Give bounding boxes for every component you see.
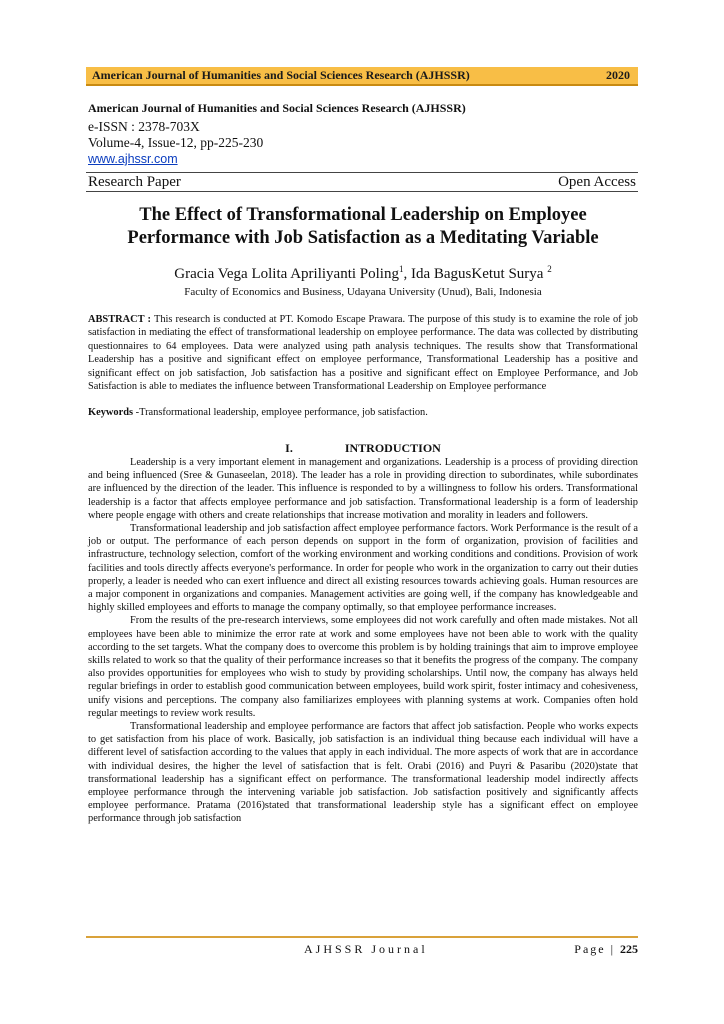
journal-name: American Journal of Humanities and Social Sciences Research (AJHSSR) — [88, 101, 466, 115]
paper-type-row — [86, 172, 638, 192]
author-1-affiliation-mark: 1 — [398, 264, 404, 274]
authors — [88, 264, 638, 283]
paper-type: Research Paper — [88, 173, 181, 190]
affiliation: Faculty of Economics and Business, Udayana University (Unud), Bali, Indonesia — [184, 286, 542, 298]
introduction-body — [88, 456, 638, 826]
footer-journal: AJHSSR Journal — [304, 942, 428, 956]
page-footer — [86, 942, 638, 957]
section-heading — [88, 441, 638, 456]
paragraph: Transformational leadership and employee performance are factors that affect job satisfaction. People who works expects to get satisfaction from his place of work. Basically, job satisfaction is an individual thing because each individual will have a different level of satisfaction according to the values that apply in each individual. The more aspects of work that are in accordance with individual desires, the higher the level of satisfaction that is felt. Orabi (2016) and Puyri & Pasaribu (2020)state that transformational leadership has a significant effect on performance. The transformational leadership model indirectly affects employee performance through the intervening variable job satisfaction. Job satisfaction positively and significantly affects employee performance. Pratama (2016)stated that transformational leadership style has a significant effect on employee performance through job satisfaction — [88, 721, 638, 825]
abstract — [88, 313, 638, 393]
title-line-2: Performance with Job Satisfaction as a Meditating Variable — [127, 228, 599, 248]
footer-divider — [86, 936, 638, 938]
journal-meta — [88, 101, 638, 167]
author-1: Gracia Vega Lolita Apriliyanti Poling — [174, 266, 399, 282]
page-label: Page | — [574, 942, 620, 956]
section-number: I. — [285, 441, 293, 455]
section-title: INTRODUCTION — [344, 441, 441, 455]
author-separator: , Ida BagusKetut Surya — [403, 266, 548, 282]
journal-header-year: 2020 — [606, 68, 630, 82]
keywords-label: Keywords — [88, 407, 134, 418]
paragraph: From the results of the pre-research interviews, some employees did not work carefully and often made mistakes. Not all employees have been able to minimize the error rate at work and some employees have not been able to work with the quality according to the set targets. What the company does to overcome this problem is by holding trainings that aim to improve employee skills related to work so that the quality of their performance increases so that it benefits the progress of the company. The company also provides opportunities for employees who wish to study by providing scholarships. Until now, the company has always held regular briefings in order to establish good communication between employees, build work spirit, foster intimacy and cohesiveness, unify visions and perceptions. The company also familiarizes employees with planning systems at work. Companies often hold regular meetings to review work results. — [88, 615, 638, 719]
journal-header-title: American Journal of Humanities and Social Sciences Research (AJHSSR) — [92, 68, 470, 82]
paragraph: Transformational leadership and job satisfaction affect employee performance factors. Work Performance is the result of a job or output. The performance of each person depends on support in the form of organization, provision of facilities and infrastructure, technology selection, comfort of the working environment and working conditions and conditions. Provision of work facilities and tools directly affects everyone's performance. In order for people who work in the organization to carry out their duties properly, a leader is needed who can exert influence and direct all existing resources towards achieving goals. Human resources are a major component in organizations and companies. Management activities are going well, if the company has knowledgeable and highly skilled employees and efforts to manage the company optimally, so that employee performance increases. — [88, 523, 638, 614]
abstract-text: This research is conducted at PT. Komodo Escape Prawara. The purpose of this study is to examine the role of job satisfaction in mediating the effect of transformational leadership on employee performance. The data was collected by distributing questionnaires to 64 employees. Data were analyzed using path analysis techniques. The results show that Transformational Leadership has a positive and significant effect on employee performance, Transformational Leadership has a positive and significant effect on job satisfaction, Job satisfaction has a positive and significant effect on Employee Performance, and Job Satisfaction is able to mediates the influence between Transformational Leadership on Employee performance — [88, 314, 638, 393]
journal-header-bar — [86, 67, 638, 86]
keywords — [88, 406, 638, 419]
author-2-affiliation-mark: 2 — [547, 264, 552, 274]
volume-issue: Volume-4, Issue-12, pp-225-230 — [88, 135, 264, 150]
access-type: Open Access — [558, 173, 636, 190]
paper-title — [88, 204, 638, 250]
page-number-block — [574, 942, 638, 957]
title-line-1: The Effect of Transformational Leadership on Employee — [139, 205, 587, 225]
issn: e-ISSN : 2378-703X — [88, 119, 200, 134]
abstract-label: ABSTRACT : — [88, 314, 154, 325]
page-number: 225 — [620, 942, 638, 956]
journal-url-link[interactable]: www.ajhssr.com — [88, 152, 178, 166]
keywords-text: -Transformational leadership, employee performance, job satisfaction. — [133, 407, 428, 418]
paragraph: Leadership is a very important element in management and organizations. Leadership is a process of providing direction and being influenced (Sree & Gunaseelan, 2018). The leader has a role in providing direction to subordinates, while subordinates are influenced by the direction of the leader. This influence is responded to by a willingness to follow his orders. Transformational leadership is a factor that affects employee performance and job satisfaction. Transformational leadership is a form of leadership where people engage with others and create relationships that increase motivation and morality in leaders and followers. — [88, 457, 638, 521]
